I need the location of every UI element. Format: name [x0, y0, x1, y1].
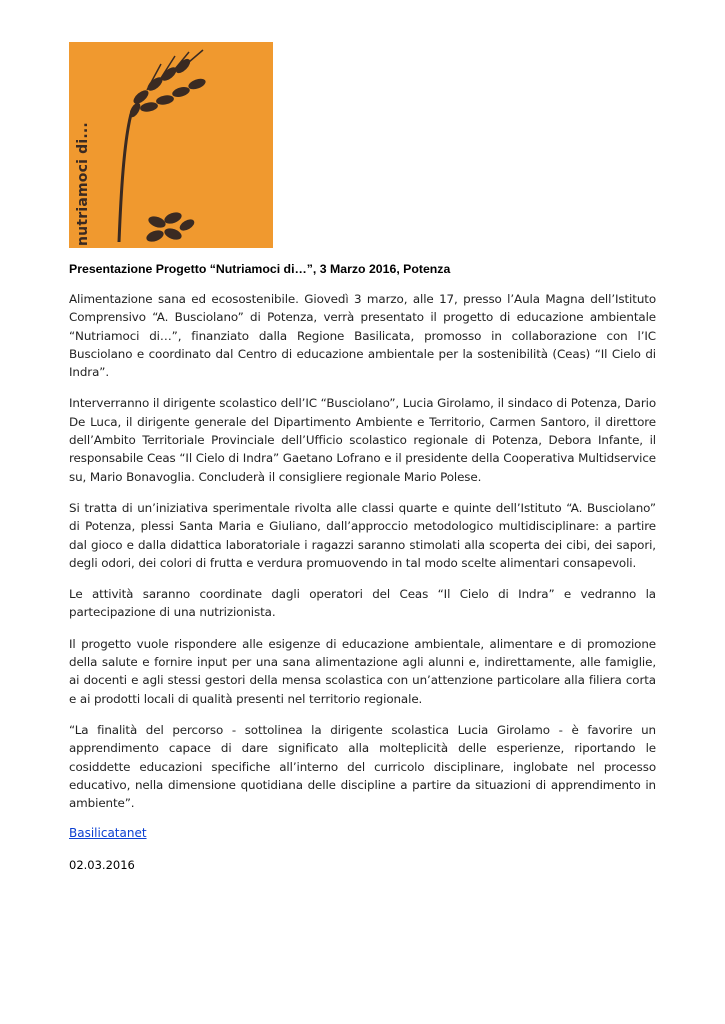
paragraph: Il progetto vuole rispondere alle esigenze di educazione ambientale, alimentare e di promozione della salute e fornire input per una sana alimentazione agli alunni e, indirettamente, alle famiglie, ai docenti e agli stessi gestori della mensa scolastica con un’attenzione particolare alla filiera corta e ai prodotti locali di qualità presenti nel territorio regionale. [69, 636, 656, 706]
paragraph: Alimentazione sana ed ecosostenibile. Giovedì 3 marzo, alle 17, presso l’Aula Magna dell’Istituto Comprensivo “A. Busciolano” di Potenza, verrà presentato il progetto di educazione ambientale “Nutriamoci di…”, finanziato dalla Regione Basilicata, promosso in collaborazione con l’IC Busciolano e coordinato dal Centro di educazione ambientale per la sostenibilità (Ceas) “Il Cielo di Indra”. [69, 292, 656, 380]
wheat-ear-icon [69, 42, 273, 248]
document-date: 02.03.2016 [69, 858, 135, 872]
paragraph: Le attività saranno coordinate dagli operatori del Ceas “Il Cielo di Indra” e vedranno la partecipazione di una nutrizionista. [69, 587, 656, 620]
source-link[interactable]: Basilicatanet [69, 826, 147, 840]
article-body [69, 290, 656, 825]
document-title: Presentazione Progetto “Nutriamoci di…”, 3 Marzo 2016, Potenza [69, 262, 451, 276]
paragraph: Si tratta di un’iniziativa sperimentale rivolta alle classi quarte e quinte dell’Istituto “A. Busciolano” di Potenza, plessi Santa Maria e Giuliano, dall’approccio metodologico multidisciplinare: a partire dal gioco e dalla didattica laboratoriale i ragazzi saranno stimolati alla scoperta dei cibi, dei sapori, degli odori, dei colori di frutta e verdura promuovendo in tal modo scelte alimentari consapevoli. [69, 500, 656, 570]
paragraph: “La finalità del percorso - sottolinea la dirigente scolastica Lucia Girolamo - è favorire un apprendimento capace di dare significato alla molteplicità delle esperienze, riportando le cosiddette educazioni specifiche all’interno del curricolo disciplinare, inglobate nel processo educativo, nella dimensione quotidiana delle discipline a partire da situazioni di apprendimento in ambiente”. [69, 722, 656, 811]
logo-text: nutriamoci di... [75, 122, 91, 246]
nutriamoci-logo [69, 42, 273, 248]
paragraph: Interverranno il dirigente scolastico dell’IC “Busciolano”, Lucia Girolamo, il sindaco di Potenza, Dario De Luca, il dirigente generale del Dipartimento Ambiente e Territorio, Carmen Santoro, il direttore dell’Ambito Territoriale Provinciale dell’Ufficio scolastico regionale di Potenza, Debora Infante, il responsabile Ceas “Il Cielo di Indra” Gaetano Lofrano e il presidente della Cooperativa Multidservice su, Mario Bonavoglia. Concluderà il consigliere regionale Mario Polese. [69, 396, 656, 484]
